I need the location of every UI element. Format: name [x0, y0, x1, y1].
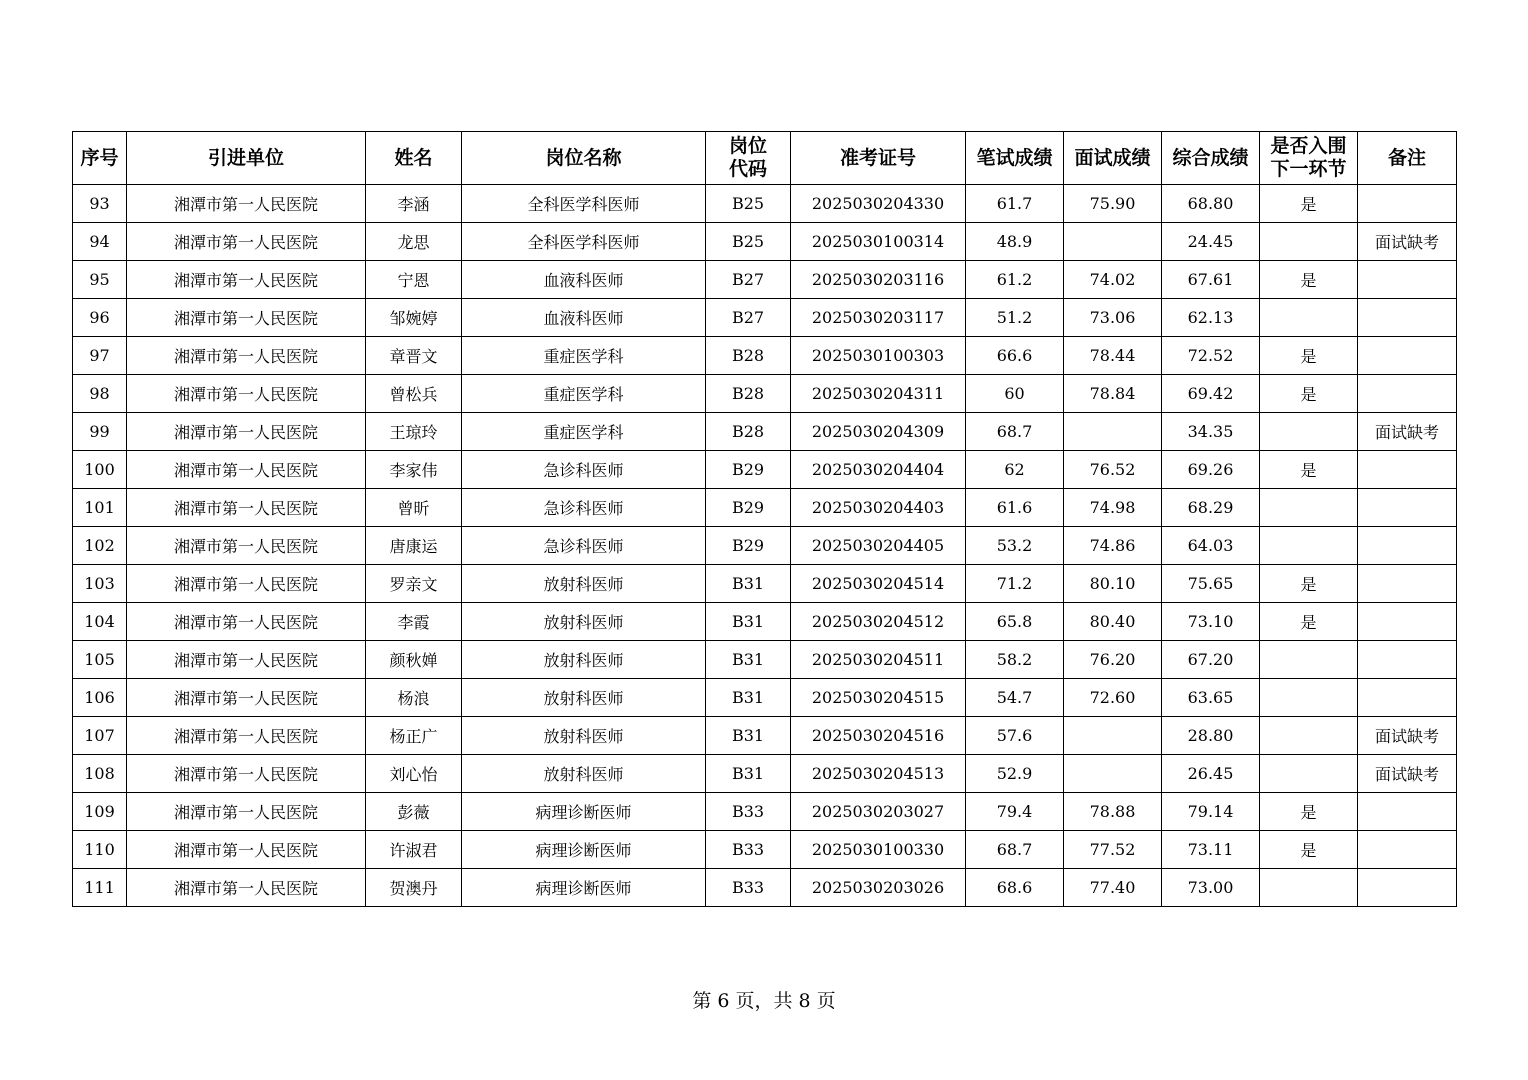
- cell-position: 放射科医师: [462, 717, 706, 755]
- cell-unit: 湘潭市第一人民医院: [127, 527, 366, 565]
- cell-remark: 面试缺考: [1358, 755, 1457, 793]
- cell-total: 73.00: [1162, 869, 1260, 907]
- cell-code: B27: [706, 261, 791, 299]
- cell-unit: 湘潭市第一人民医院: [127, 413, 366, 451]
- cell-remark: [1358, 299, 1457, 337]
- cell-remark: [1358, 565, 1457, 603]
- cell-seq: 107: [73, 717, 127, 755]
- cell-interview: 74.02: [1064, 261, 1162, 299]
- cell-code: B33: [706, 869, 791, 907]
- cell-position: 重症医学科: [462, 337, 706, 375]
- column-header-advance: 是否入围 下一环节: [1260, 132, 1358, 185]
- cell-name: 罗亲文: [366, 565, 462, 603]
- table-row: [73, 679, 1457, 717]
- table-row: [73, 603, 1457, 641]
- column-header-seq: 序号: [73, 132, 127, 185]
- cell-written: 53.2: [966, 527, 1064, 565]
- cell-total: 24.45: [1162, 223, 1260, 261]
- cell-total: 62.13: [1162, 299, 1260, 337]
- cell-unit: 湘潭市第一人民医院: [127, 451, 366, 489]
- cell-ticket: 2025030203026: [791, 869, 966, 907]
- cell-advance: 是: [1260, 793, 1358, 831]
- cell-remark: [1358, 603, 1457, 641]
- table-header: [73, 132, 1457, 185]
- cell-ticket: 2025030204405: [791, 527, 966, 565]
- cell-interview: 76.52: [1064, 451, 1162, 489]
- cell-written: 48.9: [966, 223, 1064, 261]
- cell-total: 34.35: [1162, 413, 1260, 451]
- column-header-interview: 面试成绩: [1064, 132, 1162, 185]
- cell-ticket: 2025030203117: [791, 299, 966, 337]
- cell-seq: 96: [73, 299, 127, 337]
- cell-code: B28: [706, 413, 791, 451]
- table-row: [73, 641, 1457, 679]
- cell-interview: [1064, 223, 1162, 261]
- cell-position: 放射科医师: [462, 565, 706, 603]
- cell-name: 许淑君: [366, 831, 462, 869]
- table-row: [73, 755, 1457, 793]
- cell-interview: 73.06: [1064, 299, 1162, 337]
- column-header-total: 综合成绩: [1162, 132, 1260, 185]
- cell-ticket: 2025030100303: [791, 337, 966, 375]
- cell-code: B31: [706, 755, 791, 793]
- cell-advance: 是: [1260, 565, 1358, 603]
- cell-total: 68.80: [1162, 185, 1260, 223]
- cell-seq: 101: [73, 489, 127, 527]
- page-number-footer: 第 6 页，共 8 页: [692, 990, 836, 1012]
- cell-code: B27: [706, 299, 791, 337]
- cell-code: B31: [706, 641, 791, 679]
- cell-name: 李霞: [366, 603, 462, 641]
- cell-ticket: 2025030204309: [791, 413, 966, 451]
- cell-seq: 93: [73, 185, 127, 223]
- cell-seq: 104: [73, 603, 127, 641]
- cell-interview: 72.60: [1064, 679, 1162, 717]
- cell-advance: 是: [1260, 337, 1358, 375]
- cell-position: 放射科医师: [462, 603, 706, 641]
- cell-interview: 74.86: [1064, 527, 1162, 565]
- cell-position: 病理诊断医师: [462, 793, 706, 831]
- cell-written: 61.6: [966, 489, 1064, 527]
- cell-code: B25: [706, 185, 791, 223]
- cell-name: 李涵: [366, 185, 462, 223]
- table-body: [73, 185, 1457, 907]
- table-row: [73, 451, 1457, 489]
- cell-interview: [1064, 717, 1162, 755]
- cell-unit: 湘潭市第一人民医院: [127, 261, 366, 299]
- cell-code: B29: [706, 451, 791, 489]
- cell-position: 放射科医师: [462, 755, 706, 793]
- table-row: [73, 717, 1457, 755]
- cell-remark: [1358, 831, 1457, 869]
- cell-name: 曾松兵: [366, 375, 462, 413]
- cell-written: 61.2: [966, 261, 1064, 299]
- cell-remark: 面试缺考: [1358, 717, 1457, 755]
- cell-interview: 78.84: [1064, 375, 1162, 413]
- cell-written: 68.7: [966, 413, 1064, 451]
- cell-unit: 湘潭市第一人民医院: [127, 185, 366, 223]
- cell-name: 邹婉婷: [366, 299, 462, 337]
- cell-total: 26.45: [1162, 755, 1260, 793]
- table-row: [73, 185, 1457, 223]
- cell-seq: 110: [73, 831, 127, 869]
- cell-advance: 是: [1260, 375, 1358, 413]
- cell-unit: 湘潭市第一人民医院: [127, 717, 366, 755]
- column-header-written: 笔试成绩: [966, 132, 1064, 185]
- cell-total: 28.80: [1162, 717, 1260, 755]
- cell-code: B29: [706, 527, 791, 565]
- cell-advance: [1260, 527, 1358, 565]
- cell-advance: [1260, 223, 1358, 261]
- cell-remark: [1358, 641, 1457, 679]
- cell-remark: 面试缺考: [1358, 413, 1457, 451]
- table-row: [73, 869, 1457, 907]
- cell-position: 病理诊断医师: [462, 831, 706, 869]
- cell-unit: 湘潭市第一人民医院: [127, 755, 366, 793]
- cell-written: 71.2: [966, 565, 1064, 603]
- cell-total: 79.14: [1162, 793, 1260, 831]
- cell-name: 曾昕: [366, 489, 462, 527]
- cell-unit: 湘潭市第一人民医院: [127, 565, 366, 603]
- cell-written: 54.7: [966, 679, 1064, 717]
- table-row: [73, 793, 1457, 831]
- cell-position: 病理诊断医师: [462, 869, 706, 907]
- cell-ticket: 2025030204516: [791, 717, 966, 755]
- cell-total: 69.42: [1162, 375, 1260, 413]
- cell-unit: 湘潭市第一人民医院: [127, 223, 366, 261]
- cell-position: 重症医学科: [462, 375, 706, 413]
- cell-advance: 是: [1260, 451, 1358, 489]
- cell-seq: 106: [73, 679, 127, 717]
- table-row: [73, 831, 1457, 869]
- cell-seq: 98: [73, 375, 127, 413]
- cell-ticket: 2025030204311: [791, 375, 966, 413]
- cell-code: B31: [706, 603, 791, 641]
- cell-name: 宁恩: [366, 261, 462, 299]
- cell-code: B31: [706, 717, 791, 755]
- cell-unit: 湘潭市第一人民医院: [127, 337, 366, 375]
- cell-written: 60: [966, 375, 1064, 413]
- table-row: [73, 261, 1457, 299]
- cell-remark: [1358, 527, 1457, 565]
- cell-unit: 湘潭市第一人民医院: [127, 793, 366, 831]
- cell-advance: [1260, 717, 1358, 755]
- table-row: [73, 413, 1457, 451]
- column-header-code: 岗位 代码: [706, 132, 791, 185]
- cell-total: 73.11: [1162, 831, 1260, 869]
- header-row: [73, 132, 1457, 185]
- cell-remark: [1358, 337, 1457, 375]
- cell-written: 57.6: [966, 717, 1064, 755]
- cell-interview: 74.98: [1064, 489, 1162, 527]
- cell-written: 65.8: [966, 603, 1064, 641]
- cell-advance: [1260, 489, 1358, 527]
- cell-code: B28: [706, 375, 791, 413]
- cell-total: 75.65: [1162, 565, 1260, 603]
- cell-ticket: 2025030204514: [791, 565, 966, 603]
- cell-seq: 108: [73, 755, 127, 793]
- cell-seq: 94: [73, 223, 127, 261]
- cell-total: 67.20: [1162, 641, 1260, 679]
- cell-written: 52.9: [966, 755, 1064, 793]
- cell-seq: 103: [73, 565, 127, 603]
- cell-name: 颜秋婵: [366, 641, 462, 679]
- cell-written: 68.7: [966, 831, 1064, 869]
- cell-position: 急诊科医师: [462, 451, 706, 489]
- cell-total: 64.03: [1162, 527, 1260, 565]
- cell-seq: 100: [73, 451, 127, 489]
- cell-interview: 80.40: [1064, 603, 1162, 641]
- cell-advance: 是: [1260, 831, 1358, 869]
- cell-total: 63.65: [1162, 679, 1260, 717]
- score-table: [72, 131, 1457, 907]
- table-row: [73, 223, 1457, 261]
- cell-seq: 99: [73, 413, 127, 451]
- cell-interview: 77.40: [1064, 869, 1162, 907]
- table-row: [73, 565, 1457, 603]
- cell-code: B31: [706, 565, 791, 603]
- cell-interview: [1064, 755, 1162, 793]
- cell-total: 73.10: [1162, 603, 1260, 641]
- cell-seq: 102: [73, 527, 127, 565]
- cell-total: 68.29: [1162, 489, 1260, 527]
- cell-code: B28: [706, 337, 791, 375]
- cell-name: 龙思: [366, 223, 462, 261]
- cell-name: 杨浪: [366, 679, 462, 717]
- cell-remark: [1358, 185, 1457, 223]
- cell-seq: 111: [73, 869, 127, 907]
- cell-interview: [1064, 413, 1162, 451]
- cell-code: B31: [706, 679, 791, 717]
- cell-ticket: 2025030203116: [791, 261, 966, 299]
- cell-name: 贺澳丹: [366, 869, 462, 907]
- cell-interview: 76.20: [1064, 641, 1162, 679]
- cell-name: 王琼玲: [366, 413, 462, 451]
- cell-code: B33: [706, 793, 791, 831]
- table-row: [73, 337, 1457, 375]
- table-row: [73, 375, 1457, 413]
- cell-interview: 78.88: [1064, 793, 1162, 831]
- cell-position: 血液科医师: [462, 261, 706, 299]
- cell-unit: 湘潭市第一人民医院: [127, 375, 366, 413]
- cell-ticket: 2025030204404: [791, 451, 966, 489]
- cell-position: 放射科医师: [462, 679, 706, 717]
- cell-advance: [1260, 755, 1358, 793]
- cell-unit: 湘潭市第一人民医院: [127, 831, 366, 869]
- cell-ticket: 2025030204515: [791, 679, 966, 717]
- cell-ticket: 2025030203027: [791, 793, 966, 831]
- cell-written: 62: [966, 451, 1064, 489]
- column-header-position: 岗位名称: [462, 132, 706, 185]
- cell-remark: [1358, 375, 1457, 413]
- cell-ticket: 2025030204403: [791, 489, 966, 527]
- cell-total: 69.26: [1162, 451, 1260, 489]
- cell-unit: 湘潭市第一人民医院: [127, 679, 366, 717]
- cell-interview: 78.44: [1064, 337, 1162, 375]
- cell-name: 彭薇: [366, 793, 462, 831]
- cell-seq: 97: [73, 337, 127, 375]
- cell-seq: 105: [73, 641, 127, 679]
- cell-remark: [1358, 451, 1457, 489]
- cell-name: 李家伟: [366, 451, 462, 489]
- cell-written: 51.2: [966, 299, 1064, 337]
- cell-ticket: 2025030204511: [791, 641, 966, 679]
- cell-name: 章晋文: [366, 337, 462, 375]
- cell-written: 61.7: [966, 185, 1064, 223]
- cell-code: B29: [706, 489, 791, 527]
- cell-name: 唐康运: [366, 527, 462, 565]
- cell-ticket: 2025030204512: [791, 603, 966, 641]
- cell-position: 全科医学科医师: [462, 223, 706, 261]
- column-header-ticket: 准考证号: [791, 132, 966, 185]
- cell-remark: [1358, 869, 1457, 907]
- cell-position: 放射科医师: [462, 641, 706, 679]
- cell-ticket: 2025030100330: [791, 831, 966, 869]
- cell-written: 68.6: [966, 869, 1064, 907]
- cell-advance: 是: [1260, 261, 1358, 299]
- cell-remark: [1358, 489, 1457, 527]
- cell-code: B25: [706, 223, 791, 261]
- cell-remark: [1358, 261, 1457, 299]
- cell-advance: [1260, 641, 1358, 679]
- cell-unit: 湘潭市第一人民医院: [127, 489, 366, 527]
- cell-remark: [1358, 679, 1457, 717]
- table-row: [73, 299, 1457, 337]
- cell-advance: 是: [1260, 603, 1358, 641]
- cell-remark: 面试缺考: [1358, 223, 1457, 261]
- cell-interview: 80.10: [1064, 565, 1162, 603]
- cell-advance: [1260, 299, 1358, 337]
- cell-seq: 95: [73, 261, 127, 299]
- cell-unit: 湘潭市第一人民医院: [127, 641, 366, 679]
- cell-total: 72.52: [1162, 337, 1260, 375]
- cell-advance: [1260, 413, 1358, 451]
- cell-remark: [1358, 793, 1457, 831]
- column-header-unit: 引进单位: [127, 132, 366, 185]
- cell-advance: 是: [1260, 185, 1358, 223]
- cell-seq: 109: [73, 793, 127, 831]
- column-header-remark: 备注: [1358, 132, 1457, 185]
- cell-written: 79.4: [966, 793, 1064, 831]
- cell-advance: [1260, 679, 1358, 717]
- table-row: [73, 527, 1457, 565]
- cell-interview: 75.90: [1064, 185, 1162, 223]
- cell-position: 血液科医师: [462, 299, 706, 337]
- table-row: [73, 489, 1457, 527]
- cell-unit: 湘潭市第一人民医院: [127, 299, 366, 337]
- cell-ticket: 2025030100314: [791, 223, 966, 261]
- cell-unit: 湘潭市第一人民医院: [127, 869, 366, 907]
- cell-written: 58.2: [966, 641, 1064, 679]
- cell-position: 重症医学科: [462, 413, 706, 451]
- cell-code: B33: [706, 831, 791, 869]
- cell-written: 66.6: [966, 337, 1064, 375]
- cell-position: 急诊科医师: [462, 527, 706, 565]
- cell-position: 全科医学科医师: [462, 185, 706, 223]
- cell-interview: 77.52: [1064, 831, 1162, 869]
- cell-position: 急诊科医师: [462, 489, 706, 527]
- cell-advance: [1260, 869, 1358, 907]
- cell-name: 杨正广: [366, 717, 462, 755]
- cell-unit: 湘潭市第一人民医院: [127, 603, 366, 641]
- cell-total: 67.61: [1162, 261, 1260, 299]
- column-header-name: 姓名: [366, 132, 462, 185]
- cell-ticket: 2025030204513: [791, 755, 966, 793]
- cell-name: 刘心怡: [366, 755, 462, 793]
- cell-ticket: 2025030204330: [791, 185, 966, 223]
